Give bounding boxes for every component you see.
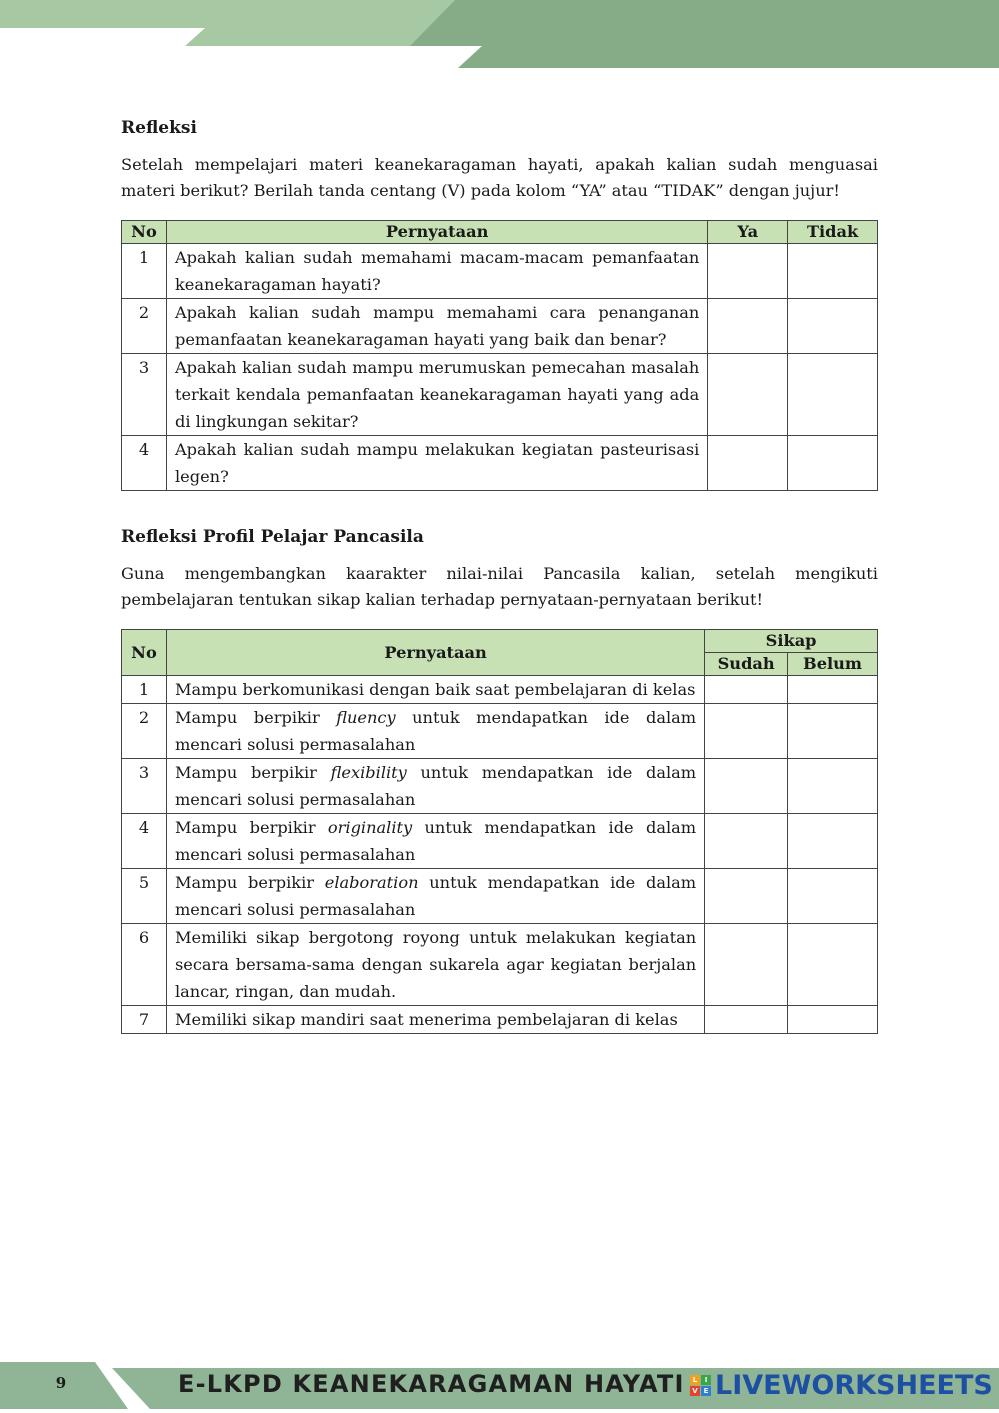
table-row <box>122 436 878 491</box>
row-number: 3 <box>122 759 167 814</box>
statement-text: untuk mendapatkan ide dalam mencari solusi permasalahan <box>174 818 697 864</box>
logo-letter: V <box>690 1386 700 1396</box>
not-yet-checkbox-cell[interactable] <box>788 676 878 704</box>
footer <box>0 1358 999 1413</box>
row-number: 1 <box>122 244 167 299</box>
table-row <box>122 814 878 869</box>
statement-term: elaboration <box>324 873 419 892</box>
table-row <box>122 704 878 759</box>
row-statement <box>166 869 704 924</box>
no-checkbox-cell[interactable] <box>788 244 878 299</box>
footer-title: E-LKPD KEANEKARAGAMAN HAYATI <box>178 1370 685 1398</box>
statement-text: Mampu berpikir <box>174 708 337 727</box>
row-statement <box>166 704 704 759</box>
header-no-answer: Tidak <box>788 221 878 244</box>
row-statement: Apakah kalian sudah memahami macam-macam pemanfaatan keanekaragaman hayati? <box>166 244 707 299</box>
header-no: No <box>122 630 167 676</box>
row-statement: Apakah kalian sudah mampu memahami cara penanganan pemanfaatan keanekaragaman hayati yang baik dan benar? <box>166 299 707 354</box>
yes-checkbox-cell[interactable] <box>708 244 788 299</box>
statement-text: Memiliki sikap bergotong royong untuk melakukan kegiatan secara bersama-sama dengan sukarela agar kegiatan berjalan lancar, ringan, dan mudah. <box>174 928 697 1001</box>
statement-term: originality <box>327 818 413 837</box>
no-checkbox-cell[interactable] <box>788 299 878 354</box>
row-number: 7 <box>122 1006 167 1034</box>
statement-term: fluency <box>336 708 396 727</box>
pancasila-title: Refleksi Profil Pelajar Pancasila <box>121 527 424 547</box>
done-checkbox-cell[interactable] <box>705 869 788 924</box>
row-number: 5 <box>122 869 167 924</box>
liveworksheets-logo[interactable] <box>690 1370 993 1400</box>
reflection-title: Refleksi <box>121 118 197 138</box>
done-checkbox-cell[interactable] <box>705 676 788 704</box>
not-yet-checkbox-cell[interactable] <box>788 814 878 869</box>
done-checkbox-cell[interactable] <box>705 1006 788 1034</box>
statement-text: Mampu berpikir <box>174 763 331 782</box>
done-checkbox-cell[interactable] <box>705 704 788 759</box>
yes-checkbox-cell[interactable] <box>708 436 788 491</box>
pancasila-intro: Guna mengembangkan kaarakter nilai-nilai Pancasila kalian, setelah mengikuti pembelajaran tentukan sikap kalian terhadap pernyataan-pernyataan berikut! <box>121 564 878 609</box>
header-done: Sudah <box>705 653 788 676</box>
not-yet-checkbox-cell[interactable] <box>788 759 878 814</box>
statement-term: flexibility <box>330 763 407 782</box>
not-yet-checkbox-cell[interactable] <box>788 1006 878 1034</box>
pancasila-table-header <box>122 630 878 653</box>
row-number: 6 <box>122 924 167 1006</box>
yes-checkbox-cell[interactable] <box>708 299 788 354</box>
statement-text: Memiliki sikap mandiri saat menerima pembelajaran di kelas <box>174 1010 678 1029</box>
logo-letter: E <box>701 1386 711 1396</box>
liveworksheets-wordmark: LIVEWORKSHEETS <box>715 1369 993 1401</box>
header-statement: Pernyataan <box>166 630 704 676</box>
row-statement: Apakah kalian sudah mampu merumuskan pemecahan masalah terkait kendala pemanfaatan keanekaragaman hayati yang ada di lingkungan sekitar? <box>166 354 707 436</box>
row-statement <box>166 676 704 704</box>
statement-text: Mampu berpikir <box>174 873 325 892</box>
header-statement: Pernyataan <box>166 221 707 244</box>
not-yet-checkbox-cell[interactable] <box>788 704 878 759</box>
done-checkbox-cell[interactable] <box>705 759 788 814</box>
statement-text: untuk mendapatkan ide dalam mencari solusi permasalahan <box>174 763 697 809</box>
statement-text: Mampu berpikir <box>174 818 328 837</box>
row-statement <box>166 924 704 1006</box>
no-checkbox-cell[interactable] <box>788 354 878 436</box>
row-number: 3 <box>122 354 167 436</box>
row-number: 2 <box>122 704 167 759</box>
row-number: 2 <box>122 299 167 354</box>
header-decoration <box>0 0 999 72</box>
reflection-table <box>121 220 878 491</box>
statement-text: Mampu berkomunikasi dengan baik saat pembelajaran di kelas <box>174 680 696 699</box>
header-yes: Ya <box>708 221 788 244</box>
pancasila-table <box>121 629 878 1034</box>
row-statement <box>166 814 704 869</box>
reflection-intro: Setelah mempelajari materi keanekaragaman hayati, apakah kalian sudah menguasai materi berikut? Berilah tanda centang (V) pada kolom “YA” atau “TIDAK” dengan jujur! <box>121 155 878 200</box>
table-row <box>122 759 878 814</box>
no-checkbox-cell[interactable] <box>788 436 878 491</box>
row-statement <box>166 759 704 814</box>
logo-letter: I <box>701 1375 711 1385</box>
not-yet-checkbox-cell[interactable] <box>788 869 878 924</box>
statement-text: untuk mendapatkan ide dalam mencari solusi permasalahan <box>174 873 697 919</box>
row-number: 4 <box>122 814 167 869</box>
done-checkbox-cell[interactable] <box>705 814 788 869</box>
header-not-yet: Belum <box>788 653 878 676</box>
row-number: 4 <box>122 436 167 491</box>
page-content <box>121 118 878 1034</box>
row-statement: Apakah kalian sudah mampu melakukan kegiatan pasteurisasi legen? <box>166 436 707 491</box>
row-statement <box>166 1006 704 1034</box>
header-no: No <box>122 221 167 244</box>
page-number: 9 <box>55 1374 67 1392</box>
not-yet-checkbox-cell[interactable] <box>788 924 878 1006</box>
table-row <box>122 299 878 354</box>
table-row <box>122 354 878 436</box>
table-row <box>122 924 878 1006</box>
header-attitude: Sikap <box>705 630 878 653</box>
table-row <box>122 1006 878 1034</box>
table-row <box>122 869 878 924</box>
reflection-table-header <box>122 221 878 244</box>
liveworksheets-icon <box>690 1375 711 1396</box>
table-row <box>122 676 878 704</box>
done-checkbox-cell[interactable] <box>705 924 788 1006</box>
yes-checkbox-cell[interactable] <box>708 354 788 436</box>
statement-text: untuk mendapatkan ide dalam mencari solusi permasalahan <box>174 708 697 754</box>
table-row <box>122 244 878 299</box>
logo-letter: L <box>690 1375 700 1385</box>
row-number: 1 <box>122 676 167 704</box>
